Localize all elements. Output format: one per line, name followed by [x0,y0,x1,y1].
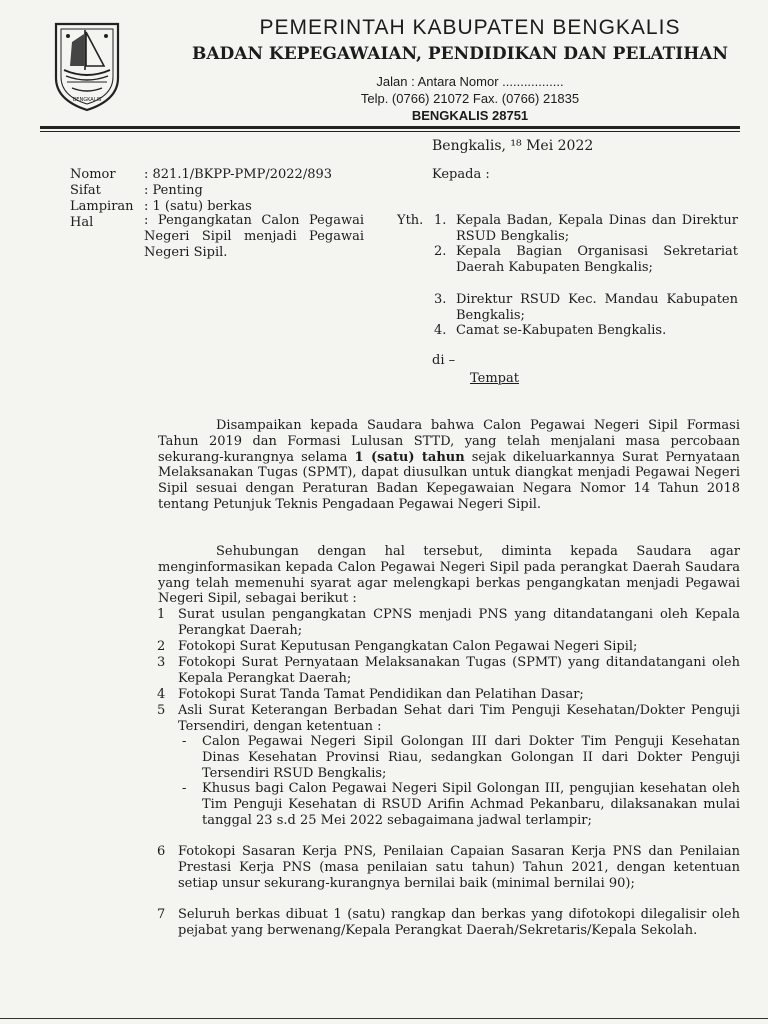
tempat-label: Tempat [470,371,519,386]
list-item: Seluruh berkas dibuat 1 (satu) rangkap dan berkas yang difotokopi dilegalisir oleh pejabat yang berwenang/Kepala Perangkat Daerah/Sekretaris/Kepala Sekolah. [178,907,740,938]
kepada-label: Kepada : [432,167,490,182]
lampiran-label: Lampiran [70,199,134,214]
sublist-dash: - [182,734,187,749]
sublist-item: Khusus bagi Calon Pegawai Negeri Sipil Golongan III, pengujian kesehatan oleh Tim Penguji Kesehatan di RSUD Arifin Achmad Pekanbaru, dilaksanakan mulai tanggal 23 s.d 25 Mei 2022 sebagaimana jadwal terlampir; [202,781,740,828]
paragraph-2: Sehubungan dengan hal tersebut, diminta kepada Saudara agar menginformasikan kepada Calon Pegawai Negeri Sipil pada perangkat Daerah Saudara yang telah memenuhi syarat agar melengkapi berkas pengangkatan menjadi Pegawai Negeri Sipil, sebagai berikut : [158,544,740,607]
hal-value: : Pengangkatan Calon Pegawai Negeri Sipil menjadi Pegawai Negeri Sipil. [144,213,364,260]
recipient-item: Direktur RSUD Kec. Mandau Kabupaten Bengkalis; [456,292,738,323]
list-number: 7 [157,907,166,922]
sifat-label: Sifat [70,183,101,198]
page-edge [0,1018,768,1019]
bengkalis-emblem-icon [50,20,124,112]
hal-label: Hal [70,215,94,230]
sifat-value: : Penting [144,183,203,198]
list-item: Fotokopi Surat Keputusan Pengangkatan Calon Pegawai Negeri Sipil; [178,639,638,654]
list-item: Fotokopi Sasaran Kerja PNS, Penilaian Capaian Sasaran Kerja PNS dan Penilaian Prestasi Kerja PNS (masa penilaian satu tahun) Tahun 2021, dengan ketentuan setiap unsur sekurang-kurangnya bernilai baik (minimal bernilai 90); [178,844,740,891]
di-label: di – [432,353,456,368]
recipient-item: Kepala Badan, Kepala Dinas dan Direktur RSUD Bengkalis; [456,213,738,244]
letter-date: Bengkalis, ¹⁸ Mei 2022 [432,138,594,154]
paragraph-1: Disampaikan kepada Saudara bahwa Calon Pegawai Negeri Sipil Formasi Tahun 2019 dan Formasi Lulusan STTD, yang telah menjalani masa percobaan sekurang-kurangnya selama 1 (satu) tahun sejak dikeluarkannya Surat Pernyataan Melaksanakan Tugas (SPMT), dapat diusulkan untuk diangkat menjadi Pegawai Negeri Sipil sesuai dengan Peraturan Badan Kepegawaian Negara Nomor 14 Tahun 2018 tentang Petunjuk Teknis Pengadaan Pegawai Negeri Sipil. [158,418,740,512]
list-number: 2 [157,639,166,654]
svg-text:BENGKALIS: BENGKALIS [72,97,102,103]
recipient-number: 4. [434,323,447,338]
kop-address: Jalan : Antara Nomor ................. [376,74,564,89]
list-number: 1 [157,607,166,622]
sublist-item: Calon Pegawai Negeri Sipil Golongan III dari Dokter Tim Penguji Kesehatan Dinas Kesehatan Provinsi Riau, sedangkan Golongan II dari Dokter Penguji Tersendiri RSUD Bengkalis; [202,734,740,781]
list-number: 6 [157,844,166,859]
list-number: 4 [157,687,166,702]
header-rule-thin [40,131,740,132]
sublist-dash: - [182,781,187,796]
recipient-item: Kepala Bagian Organisasi Sekretariat Daerah Kabupaten Bengkalis; [456,244,738,275]
recipient-number: 3. [434,292,447,307]
list-item: Fotokopi Surat Pernyataan Melaksanakan Tugas (SPMT) yang ditandatangani oleh Kepala Perangkat Daerah; [178,655,740,686]
kop-subtitle: BADAN KEPEGAWAIAN, PENDIDIKAN DAN PELATIHAN [191,44,729,64]
lampiran-value: : 1 (satu) berkas [144,199,252,214]
list-item: Fotokopi Surat Tanda Tamat Pendidikan dan Pelatihan Dasar; [178,687,584,702]
list-number: 5 [157,703,166,718]
list-item: Surat usulan pengangkatan CPNS menjadi PNS yang ditandatangani oleh Kepala Perangkat Daerah; [178,607,740,638]
recipient-item: Camat se-Kabupaten Bengkalis. [456,323,667,338]
nomor-value: : 821.1/BKPP-PMP/2022/893 [144,167,333,182]
list-number: 3 [157,655,166,670]
kop-phone: Telp. (0766) 21072 Fax. (0766) 21835 [360,91,580,106]
kop-title: PEMERINTAH KABUPATEN BENGKALIS [259,16,681,39]
kop-city: BENGKALIS 28751 [411,108,529,123]
recipient-number: 1. [434,213,447,228]
yth-label: Yth. [397,213,424,228]
nomor-label: Nomor [70,167,116,182]
header-rule-thick [40,126,740,129]
list-item: Asli Surat Keterangan Berbadan Sehat dari Tim Penguji Kesehatan/Dokter Penguji Tersendiri, dengan ketentuan : [178,703,740,734]
recipient-number: 2. [434,244,447,259]
